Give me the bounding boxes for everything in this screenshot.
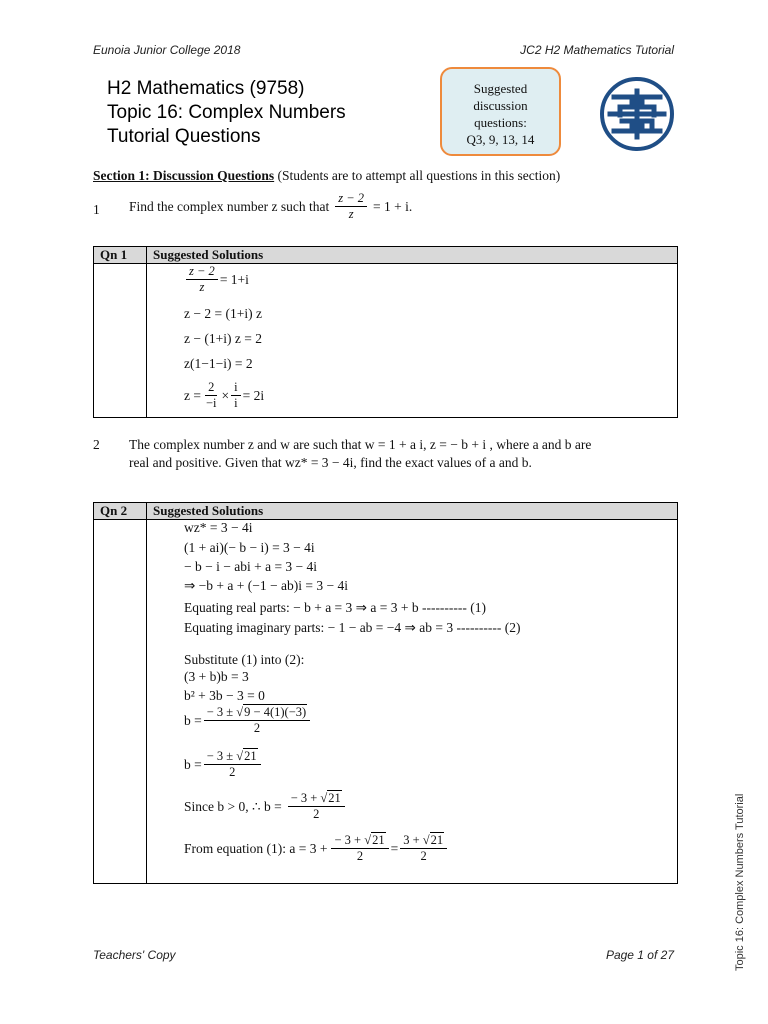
table-1-line-5-rhs: = 2i xyxy=(242,387,265,403)
table-2-line-13-den-1: 2 xyxy=(356,849,364,863)
table-1-line-4: z(1−1−i) = 2 xyxy=(184,356,253,371)
table-2-line-10-root: 9 − 4(1)(−3) xyxy=(244,705,307,719)
question-1-fraction-den: z xyxy=(348,207,354,221)
table-2-line-7: Substitute (1) into (2): xyxy=(184,652,305,667)
solution-table-1 xyxy=(93,246,678,418)
table-2-line-13-frac-1 xyxy=(331,834,388,863)
table-2-line-5: Equating real parts: − b + a = 3 ⇒ a = 3 + b ---------- (1) xyxy=(184,600,487,615)
table-2-line-13 xyxy=(184,834,449,863)
table-2-line-13-num-2-a: 3 + xyxy=(403,833,420,847)
table-2-line-11-num: − 3 ± √21 xyxy=(204,750,261,765)
table-1-line-5-frac-1 xyxy=(203,381,220,410)
table-2-line-10-den: 2 xyxy=(253,721,261,735)
table-2-line-13-den-2: 2 xyxy=(420,849,427,863)
table-2-line-12-frac xyxy=(288,792,345,821)
table-2-line-11-den: 2 xyxy=(229,765,236,779)
table-1-header-solutions: Suggested Solutions xyxy=(147,247,678,264)
table-2-line-10 xyxy=(184,706,312,735)
question-1-fraction-num: z − 2 xyxy=(335,192,367,207)
callout-line-3: questions: xyxy=(474,115,527,130)
question-1-text xyxy=(129,192,412,221)
question-2-line-2: real and positive. Given that wz* = 3 − 4i, find the exact values of a and b. xyxy=(129,455,532,470)
table-2-line-1: wz* = 3 − 4i xyxy=(184,520,253,535)
table-2-line-13-eq: = xyxy=(390,840,399,856)
question-2-line-1: The complex number z and w are such that w = 1 + a i, z = − b + i , where a and b are xyxy=(129,437,592,452)
table-1-line-1-num: z − 2 xyxy=(186,265,218,280)
table-2-line-12-num: − 3 + √21 xyxy=(288,792,345,807)
table-2-line-12 xyxy=(184,792,347,821)
table-2-line-12-den: 2 xyxy=(313,807,320,821)
table-2-line-11-root: 21 xyxy=(244,749,257,763)
table-2-line-8: (3 + b)b = 3 xyxy=(184,669,249,684)
callout-line-4: Q3, 9, 13, 14 xyxy=(466,132,535,147)
title-line-3: Tutorial Questions xyxy=(107,126,261,147)
page-title xyxy=(107,77,346,149)
table-1-line-1-frac xyxy=(186,265,218,294)
table-2-line-13-num-1: − 3 + √21 xyxy=(331,834,388,849)
table-2-line-13-root-1: 21 xyxy=(372,833,385,847)
table-2-header-solutions: Suggested Solutions xyxy=(147,503,678,520)
table-2-line-10-num-a: − 3 ± xyxy=(206,705,234,719)
callout-line-2: discussion xyxy=(473,98,528,113)
table-2-line-13-frac-2 xyxy=(400,834,447,863)
header-right: JC2 H2 Mathematics Tutorial xyxy=(520,43,674,57)
question-2-number: 2 xyxy=(93,437,100,452)
table-1-line-1 xyxy=(184,265,249,294)
table-1-line-1-rhs: = 1+i xyxy=(219,271,249,287)
table-2-line-11-num-a: − 3 ± xyxy=(206,749,234,763)
question-1-text-before: Find the complex number z such that xyxy=(129,198,330,214)
question-1-text-after: = 1 + i. xyxy=(373,198,413,214)
table-1-line-5-frac-2 xyxy=(231,381,240,410)
table-2-line-6: Equating imaginary parts: − 1 − ab = −4 ⇒ ab = 3 ---------- (2) xyxy=(184,620,521,635)
table-1-line-5-lhs: z = xyxy=(184,387,201,403)
title-line-2: Topic 16: Complex Numbers xyxy=(107,102,346,123)
table-1-line-5 xyxy=(184,381,264,410)
footer-left: Teachers' Copy xyxy=(93,948,176,962)
table-1-line-3: z − (1+i) z = 2 xyxy=(184,331,262,346)
section-1-heading: Section 1: Discussion Questions xyxy=(93,168,275,183)
table-1-line-5-frac-2-den: i xyxy=(234,396,238,410)
solution-table-2 xyxy=(93,502,678,884)
table-2-header-qn: Qn 2 xyxy=(94,503,147,520)
table-2-line-13-root-2: 21 xyxy=(430,833,444,847)
question-1-fraction xyxy=(335,192,367,221)
table-2-line-9: b² + 3b − 3 = 0 xyxy=(184,688,265,703)
table-1-line-5-frac-1-den: −i xyxy=(205,396,217,410)
question-1-number: 1 xyxy=(93,202,100,217)
table-2-line-13-num-2: 3 + √21 xyxy=(400,834,447,849)
table-2-line-12-text: Since b > 0, ∴ b = xyxy=(184,798,282,814)
table-2-line-11 xyxy=(184,750,263,779)
title-line-1: H2 Mathematics (9758) xyxy=(107,78,305,99)
table-2-line-3: − b − i − abi + a = 3 − 4i xyxy=(184,559,318,574)
callout-line-1: Suggested xyxy=(473,81,528,96)
table-1-line-5-times: × xyxy=(221,387,230,403)
table-1-line-5-frac-1-num: 2 xyxy=(205,381,217,396)
table-1-header-qn: Qn 1 xyxy=(94,247,147,264)
table-2-line-13-num-1-a: − 3 + xyxy=(334,833,362,847)
table-1-line-5-frac-2-num: i xyxy=(231,381,240,396)
table-2-line-10-frac xyxy=(204,706,310,735)
section-1-heading-line xyxy=(93,167,560,185)
table-2-line-4: ⇒ −b + a + (−1 − ab)i = 3 − 4i xyxy=(184,578,348,593)
table-2-line-13-text: From equation (1): a = 3 + xyxy=(184,840,328,856)
table-2-line-12-num-a: − 3 + xyxy=(290,791,318,805)
table-2-line-10-lhs: b = xyxy=(184,712,202,728)
table-1-line-1-den: z xyxy=(199,280,205,294)
school-crest-icon xyxy=(600,77,674,151)
table-2-line-11-lhs: b = xyxy=(184,756,202,772)
table-2-line-11-frac xyxy=(204,750,261,779)
side-topic-label: Topic 16: Complex Numbers Tutorial xyxy=(734,793,746,971)
table-1-line-2: z − 2 = (1+i) z xyxy=(184,306,262,321)
table-2-line-10-num: − 3 ± √9 − 4(1)(−3) xyxy=(204,706,310,721)
table-2-line-12-root: 21 xyxy=(328,791,341,805)
header-left: Eunoia Junior College 2018 xyxy=(93,43,241,57)
section-1-note: (Students are to attempt all questions in this section) xyxy=(277,168,561,183)
table-2-line-2: (1 + ai)(− b − i) = 3 − 4i xyxy=(184,540,315,555)
discussion-callout xyxy=(440,67,561,156)
footer-right: Page 1 of 27 xyxy=(605,948,674,962)
